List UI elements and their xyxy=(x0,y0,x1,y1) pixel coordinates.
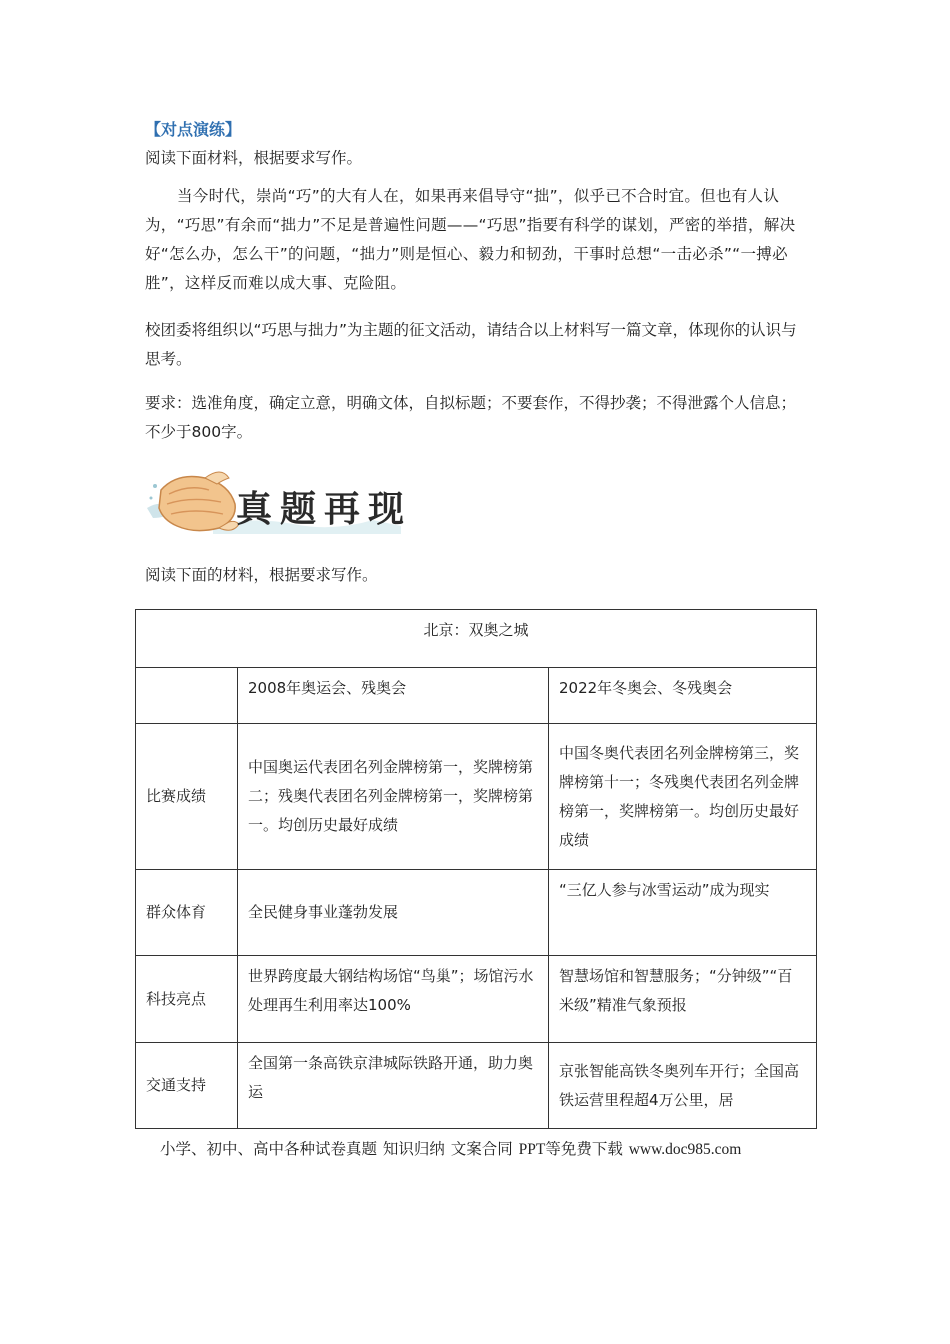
row-label: 交通支持 xyxy=(136,1043,238,1129)
table-header-row xyxy=(136,668,817,724)
banner-title: 真题再现 xyxy=(236,488,413,530)
row-label: 群众体育 xyxy=(136,870,238,956)
page-footer: 小学、初中、高中各种试卷真题 知识归纳 文案合同 PPT等免费下载 www.doc985.com xyxy=(160,1141,742,1158)
table-header-empty xyxy=(136,668,238,724)
instruction-text-2: 阅读下面的材料，根据要求写作。 xyxy=(145,566,378,584)
row-cell-2008: 世界跨度最大钢结构场馆“鸟巢”；场馆污水处理再生利用率达100% xyxy=(238,956,549,1043)
table-row xyxy=(136,724,817,870)
row-label: 比赛成绩 xyxy=(136,724,238,870)
olympics-table xyxy=(135,609,817,1129)
table-row xyxy=(136,870,817,956)
table-row xyxy=(136,1043,817,1129)
row-cell-2022: “三亿人参与冰雪运动”成为现实 xyxy=(549,870,817,956)
table-title-row xyxy=(136,610,817,668)
task-paragraph: 校团委将组织以“巧思与拙力”为主题的征文活动，请结合以上材料写一篇文章，体现你的认识与思考。 xyxy=(145,321,797,368)
row-cell-2022: 智慧场馆和智慧服务；“分钟级”“百米级”精准气象预报 xyxy=(549,956,817,1043)
row-cell-2022: 京张智能高铁冬奥列车开行；全国高铁运营里程超4万公里，居 xyxy=(549,1043,817,1129)
row-cell-2008: 全民健身事业蓬勃发展 xyxy=(238,870,549,956)
instruction-text: 阅读下面材料，根据要求写作。 xyxy=(145,149,363,167)
table-header-2008: 2008年奥运会、残奥会 xyxy=(238,668,549,724)
material-paragraph: 当今时代，崇尚“巧”的大有人在，如果再来倡导守“拙”，似乎已不合时宜。但也有人认为，“巧思”有余而“拙力”不足是普遍性问题——“巧思”指要有科学的谋划，严密的举措，解决好“怎么办，怎么干”的问题，“拙力”则是恒心、毅力和韧劲，干事时总想“一击必杀”“一搏必胜”，这样反而难以成大事、克险阻。 xyxy=(145,187,796,292)
table-header-2022: 2022年冬奥会、冬残奥会 xyxy=(549,668,817,724)
row-cell-2008: 全国第一条高铁京津城际铁路开通，助力奥运 xyxy=(238,1043,549,1129)
requirements-paragraph: 要求：选准角度，确定立意，明确文体，自拟标题；不要套作，不得抄袭；不得泄露个人信息；不少于800字。 xyxy=(145,394,797,441)
row-cell-2022: 中国冬奥代表团名列金牌榜第三，奖牌榜第十一；冬残奥代表团名列金牌榜第一，奖牌榜第一。均创历史最好成绩 xyxy=(549,724,817,870)
row-cell-2008: 中国奥运代表团名列金牌榜第一，奖牌榜第二；残奥代表团名列金牌榜第一，奖牌榜第一。均创历史最好成绩 xyxy=(238,724,549,870)
table-row xyxy=(136,956,817,1043)
section-heading: 【对点演练】 xyxy=(145,120,242,139)
table-title: 北京：双奥之城 xyxy=(136,610,817,668)
row-label: 科技亮点 xyxy=(136,956,238,1043)
